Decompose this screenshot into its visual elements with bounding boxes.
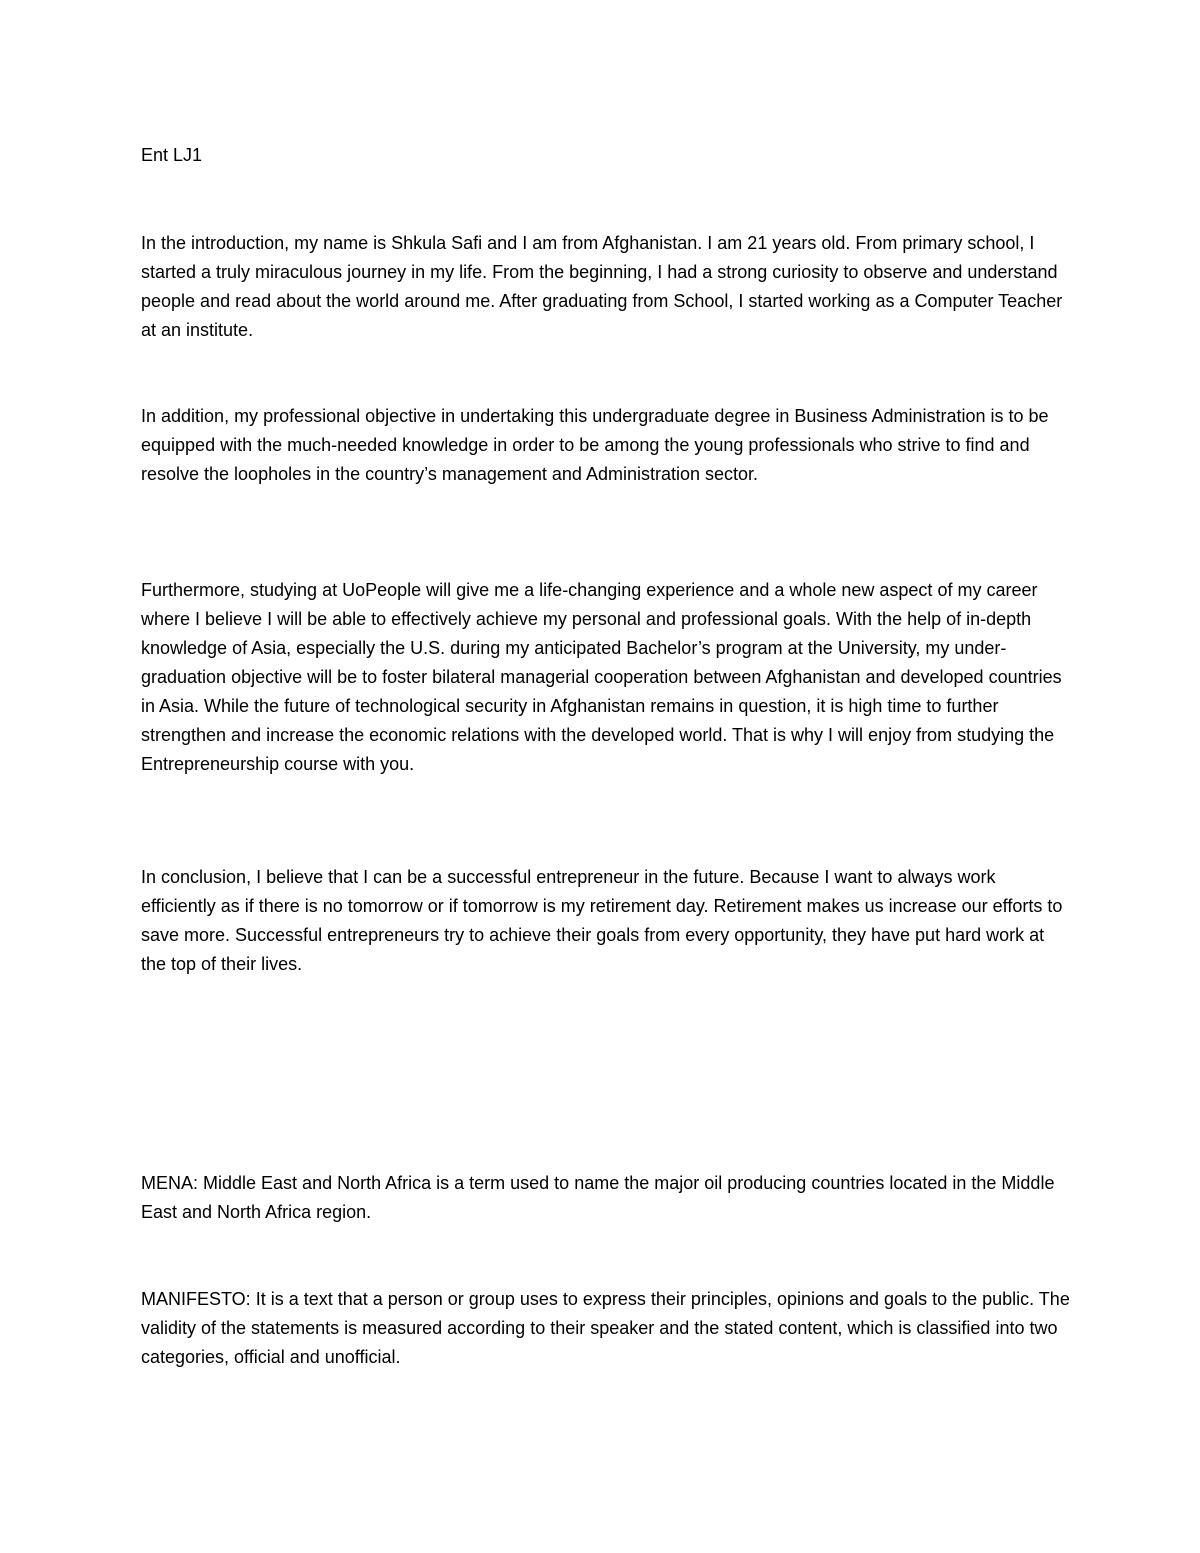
paragraph-furthermore: Furthermore, studying at UoPeople will give me a life-changing experience and a whole new aspect of my career where I believe I will be able to effectively achieve my personal and professional goals. With the help of in-depth knowledge of Asia, especially the U.S. during my anticipated Bachelor’s program at the University, my under-graduation objective will be to foster bilateral managerial cooperation between Afghanistan and developed countries in Asia. While the future of technological security in Afghanistan remains in question, it is high time to further strengthen and increase the economic relations with the developed world. That is why I will enjoy from studying the Entrepreneurship course with you. bbox=[141, 580, 1062, 774]
definition-manifesto bbox=[141, 1285, 1071, 1372]
definition-term: MANIFESTO: bbox=[141, 1289, 251, 1309]
definition-text: Middle East and North Africa is a term used to name the major oil producing countries located in the Middle East and North Africa region. bbox=[141, 1173, 1055, 1222]
paragraph-addition: In addition, my professional objective in undertaking this undergraduate degree in Business Administration is to be equipped with the much-needed knowledge in order to be among the young professionals who strive to find and resolve the loopholes in the country’s management and Administration sector. bbox=[141, 406, 1049, 484]
definition-term: MENA: bbox=[141, 1173, 199, 1193]
definition-mena bbox=[141, 1169, 1071, 1227]
definition-text: It is a text that a person or group uses to express their principles, opinions and goals to the public. The validity of the statements is measured according to their speaker and the stated content, which is classified into two categories, official and unofficial. bbox=[141, 1289, 1070, 1367]
paragraph-conclusion: In conclusion, I believe that I can be a successful entrepreneur in the future. Because I want to always work efficiently as if there is no tomorrow or if tomorrow is my retirement day. Retirement makes us increase our efforts to save more. Successful entrepreneurs try to achieve their goals from every opportunity, they have put hard work at the top of their lives. bbox=[141, 867, 1063, 974]
document-title: Ent LJ1 bbox=[141, 145, 203, 165]
paragraph-introduction: In the introduction, my name is Shkula Safi and I am from Afghanistan. I am 21 years old. From primary school, I started a truly miraculous journey in my life. From the beginning, I had a strong curiosity to observe and understand people and read about the world around me. After graduating from School, I started working as a Computer Teacher at an institute. bbox=[141, 233, 1063, 340]
